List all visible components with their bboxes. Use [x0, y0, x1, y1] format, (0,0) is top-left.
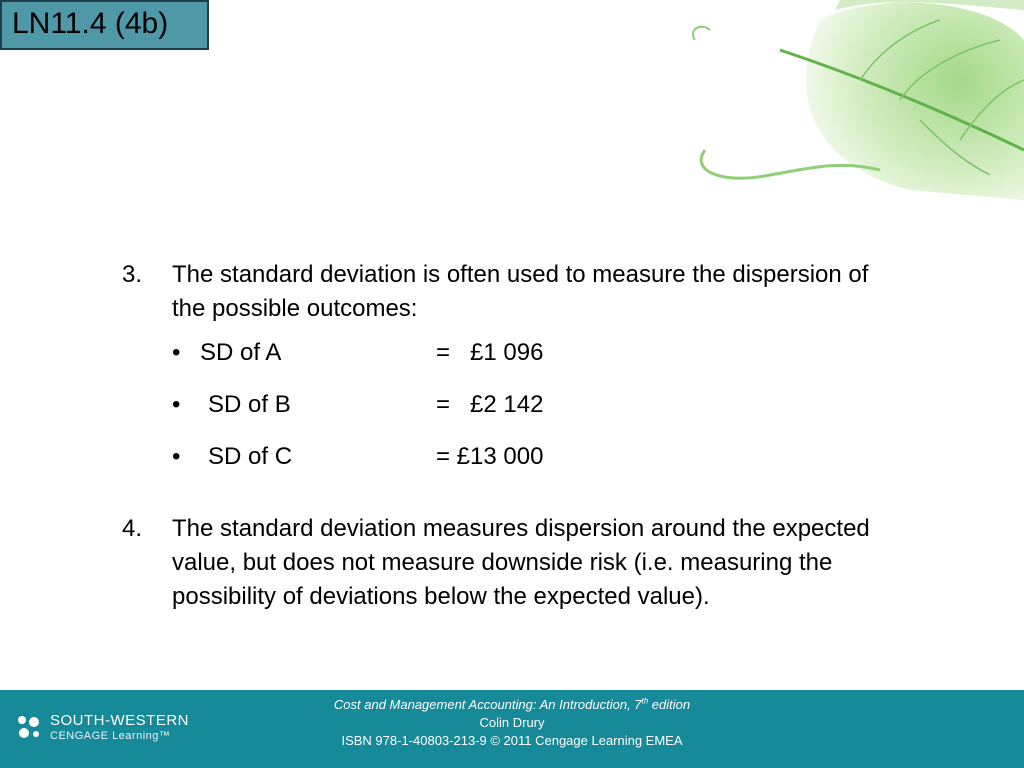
author: Colin Drury: [479, 715, 545, 730]
leaf-decoration-image: [660, 0, 1024, 200]
list-item: [120, 512, 880, 614]
item-number: 4.: [122, 515, 143, 542]
bullet-value: = £2 142: [436, 391, 544, 418]
item-text: The standard deviation measures dispersion around the expected value, but does not measure downside risk (i.e. measuring the possibility of deviations below the expected value).: [172, 515, 870, 610]
footer-citation: [262, 696, 762, 750]
bullet-marker: •: [172, 391, 181, 418]
bullet-marker: •: [172, 443, 181, 470]
bullet-label: SD of C: [208, 443, 293, 470]
slide-content: [120, 258, 880, 614]
slide-label: LN11.4 (4b): [0, 0, 209, 50]
item-number: 3.: [122, 261, 143, 288]
bullet-item: [172, 336, 880, 388]
list-item: [120, 258, 880, 326]
publisher-logo: [14, 712, 214, 752]
bullet-label: SD of B: [208, 391, 291, 418]
logo-top-text: SOUTH-WESTERN: [50, 712, 189, 729]
bullet-list: [172, 336, 880, 492]
bullet-item: [172, 440, 880, 492]
bullet-value: = £1 096: [436, 339, 544, 366]
footer-bar: [0, 690, 1024, 768]
cengage-mark-icon: [14, 712, 44, 742]
logo-bottom-text: CENGAGE Learning™: [50, 730, 171, 742]
bullet-label: SD of A: [200, 339, 282, 366]
bullet-value: = £13 000: [436, 443, 544, 470]
isbn-line: ISBN 978-1-40803-213-9 © 2011 Cengage Learning EMEA: [341, 733, 683, 748]
book-title: Cost and Management Accounting: An Introduction, 7th edition: [333, 696, 691, 712]
bullet-item: [172, 388, 880, 440]
bullet-marker: •: [172, 339, 181, 366]
item-text: The standard deviation is often used to measure the dispersion of the possible outcomes:: [172, 261, 869, 322]
